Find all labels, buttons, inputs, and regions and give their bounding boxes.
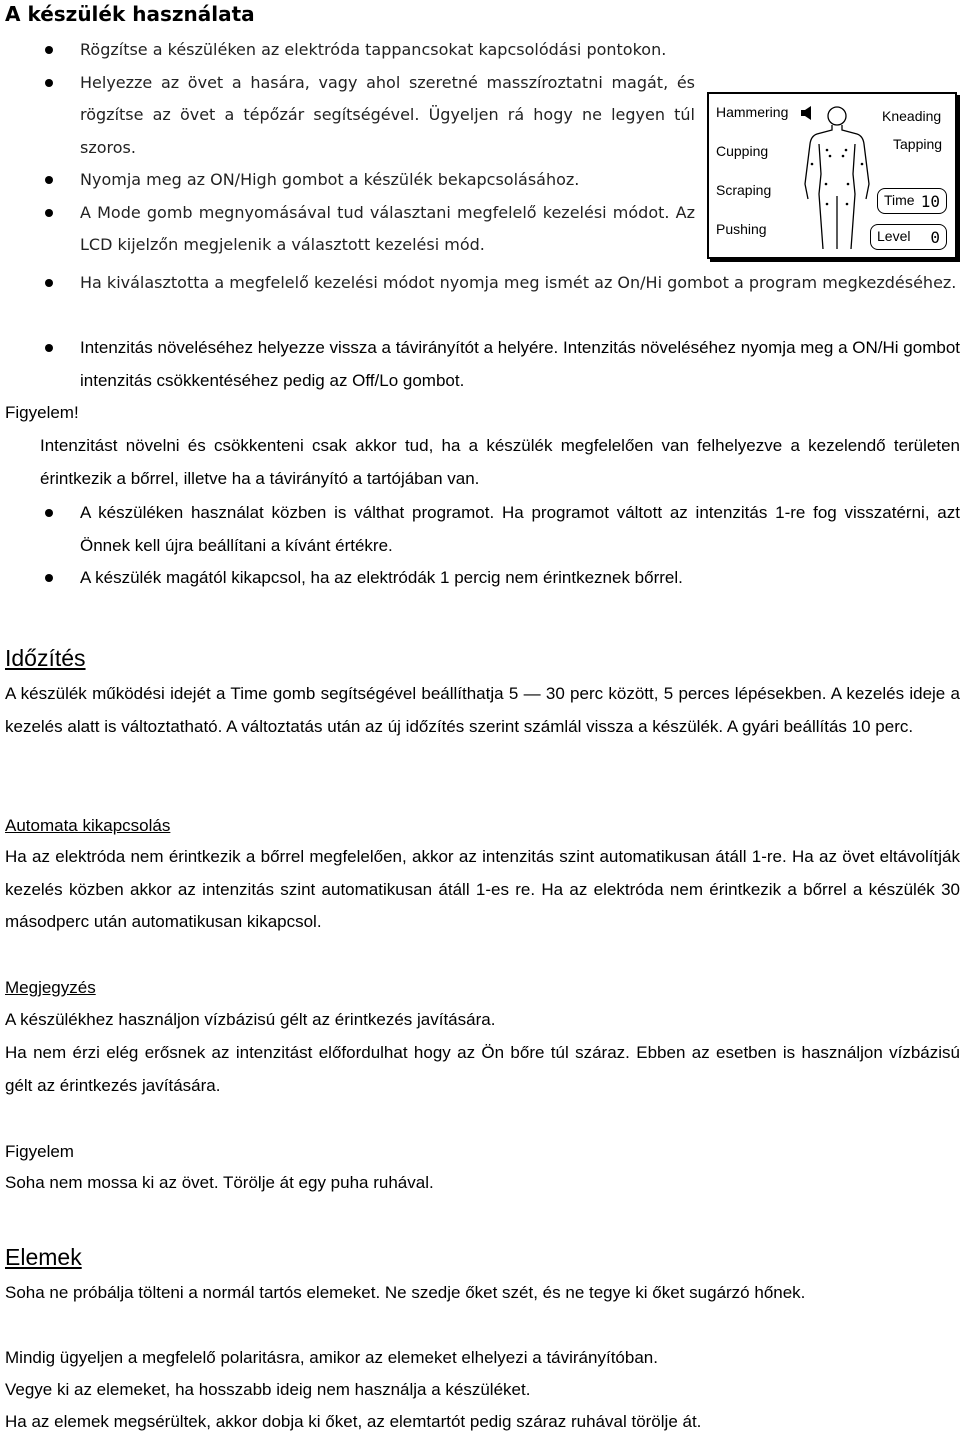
list-item: A készüléken használat közben is válthat programot. Ha programot váltott az intenzitás 1-re fog visszatérni, azt Önnek kell újra beállítani a kívánt értékre. [5, 497, 960, 562]
batteries-line-1: Soha ne próbálja tölteni a normál tartós elemeket. Ne szedje őket szét, és ne tegye ki őket sugárzó hőnek. [5, 1283, 806, 1302]
list-item: Ha kiválasztotta a megfelelő kezelési módot nyomja meg ismét az On/Hi gombot a program megkezdéséhez. [5, 267, 960, 300]
timer-text: A készülék működési idejét a Time gomb segítségével beállíthatja 5 — 30 perc között, 5 perces lépésekben. A kezelés ideje a kezelés alatt is változtatható. A változtatás után az új időzítés szerint számlál vissza a készülék. A gyári beállítás 10 perc. [5, 684, 960, 736]
mode-label-pushing: Pushing [716, 221, 767, 237]
warning-text: Intenzitást növelni és csökkenteni csak akkor tud, ha a készülék megfelelően van felhelyezve a kezelendő területen érintkezik a bőrrel, illetve ha a távirányító a tartójában van. [40, 436, 960, 488]
mode-label-tapping: Tapping [893, 136, 943, 152]
section-title-batteries: Elemek [5, 1244, 82, 1270]
section-title-attention: Figyelem [5, 1142, 74, 1161]
usage-bullet-list [5, 34, 695, 262]
attention-text: Soha nem mossa ki az övet. Törölje át egy puha ruhával. [5, 1173, 434, 1192]
warning-label: Figyelem! [5, 403, 79, 422]
batteries-line-4: Ha az elemek megsérültek, akkor dobja ki őket, az elemtartót pedig száraz ruhával törölje át. [5, 1412, 702, 1431]
mode-label-kneading: Kneading [882, 108, 942, 124]
mode-label-hammering: Hammering [716, 104, 789, 120]
list-item: Intenzitás növeléséhez helyezze vissza a távirányítót a helyére. Intenzitás növeléséhez nyomja meg a ON/Hi gombot intenzitás csökkentéséhez pedig az Off/Lo gombot. [5, 332, 960, 397]
usage-bullet-list-bottom [5, 497, 960, 595]
section-title-usage: A készülék használata [5, 2, 255, 26]
mode-label-scraping: Scraping [716, 182, 772, 198]
level-display: Level 0 [870, 224, 947, 250]
level-value: 0 [930, 228, 940, 247]
section-title-timer: Időzítés [5, 645, 86, 671]
list-item: A készülék magától kikapcsol, ha az elektródák 1 percig nem érintkeznek bőrrel. [5, 562, 960, 595]
section-title-note: Megjegyzés [5, 978, 96, 997]
list-item: Helyezze az övet a hasára, vagy ahol szeretné masszíroztatni magát, és rögzítse az övet a tépőzár segítségével. Ügyeljen rá hogy ne legyen túl szoros. [5, 67, 695, 165]
list-item: Nyomja meg az ON/High gombot a készülék bekapcsolásához. [5, 164, 695, 197]
list-item: Rögzítse a készüléken az elektróda tappancsokat kapcsolódási pontokon. [5, 34, 695, 67]
time-value: 10 [920, 192, 940, 211]
batteries-line-3: Vegye ki az elemeket, ha hosszabb ideig nem használja a készüléket. [5, 1380, 531, 1399]
list-item: A Mode gomb megnyomásával tud választani megfelelő kezelési módot. Az LCD kijelzőn megjelenik a választott kezelési mód. [5, 197, 695, 262]
device-panel-illustration [707, 92, 957, 259]
body-silhouette-icon [797, 104, 877, 252]
section-title-auto-off: Automata kikapcsolás [5, 816, 171, 835]
usage-bullet-list-wide [5, 267, 960, 300]
note-line-1: A készülékhez használjon vízbázisú gélt az érintkezés javítására. [5, 1010, 496, 1029]
auto-off-text: Ha az elektróda nem érintkezik a bőrrel megfelelően, akkor az intenzitás szint automatikusan átáll 1-re. Ha az övet eltávolítják kezelés közben akkor az intenzitás szint automatikusan átáll 1-es re. Ha az elektróda nem érintkezik a bőrrel a készülék 30 másodperc után automatikusan kikapcsol. [5, 847, 960, 931]
mode-label-cupping: Cupping [716, 143, 769, 159]
note-line-2: Ha nem érzi elég erősnek az intenzitást előfordulhat hogy az Ön bőre túl száraz. Ebben az esetben is használjon vízbázisú gélt az érintkezés javítására. [5, 1043, 960, 1095]
batteries-line-2: Mindig ügyeljen a megfelelő polaritásra, amikor az elemeket elhelyezi a távirányítóban. [5, 1348, 658, 1367]
time-display: Time 10 [877, 188, 947, 214]
usage-bullet-list-intensity [5, 332, 960, 397]
